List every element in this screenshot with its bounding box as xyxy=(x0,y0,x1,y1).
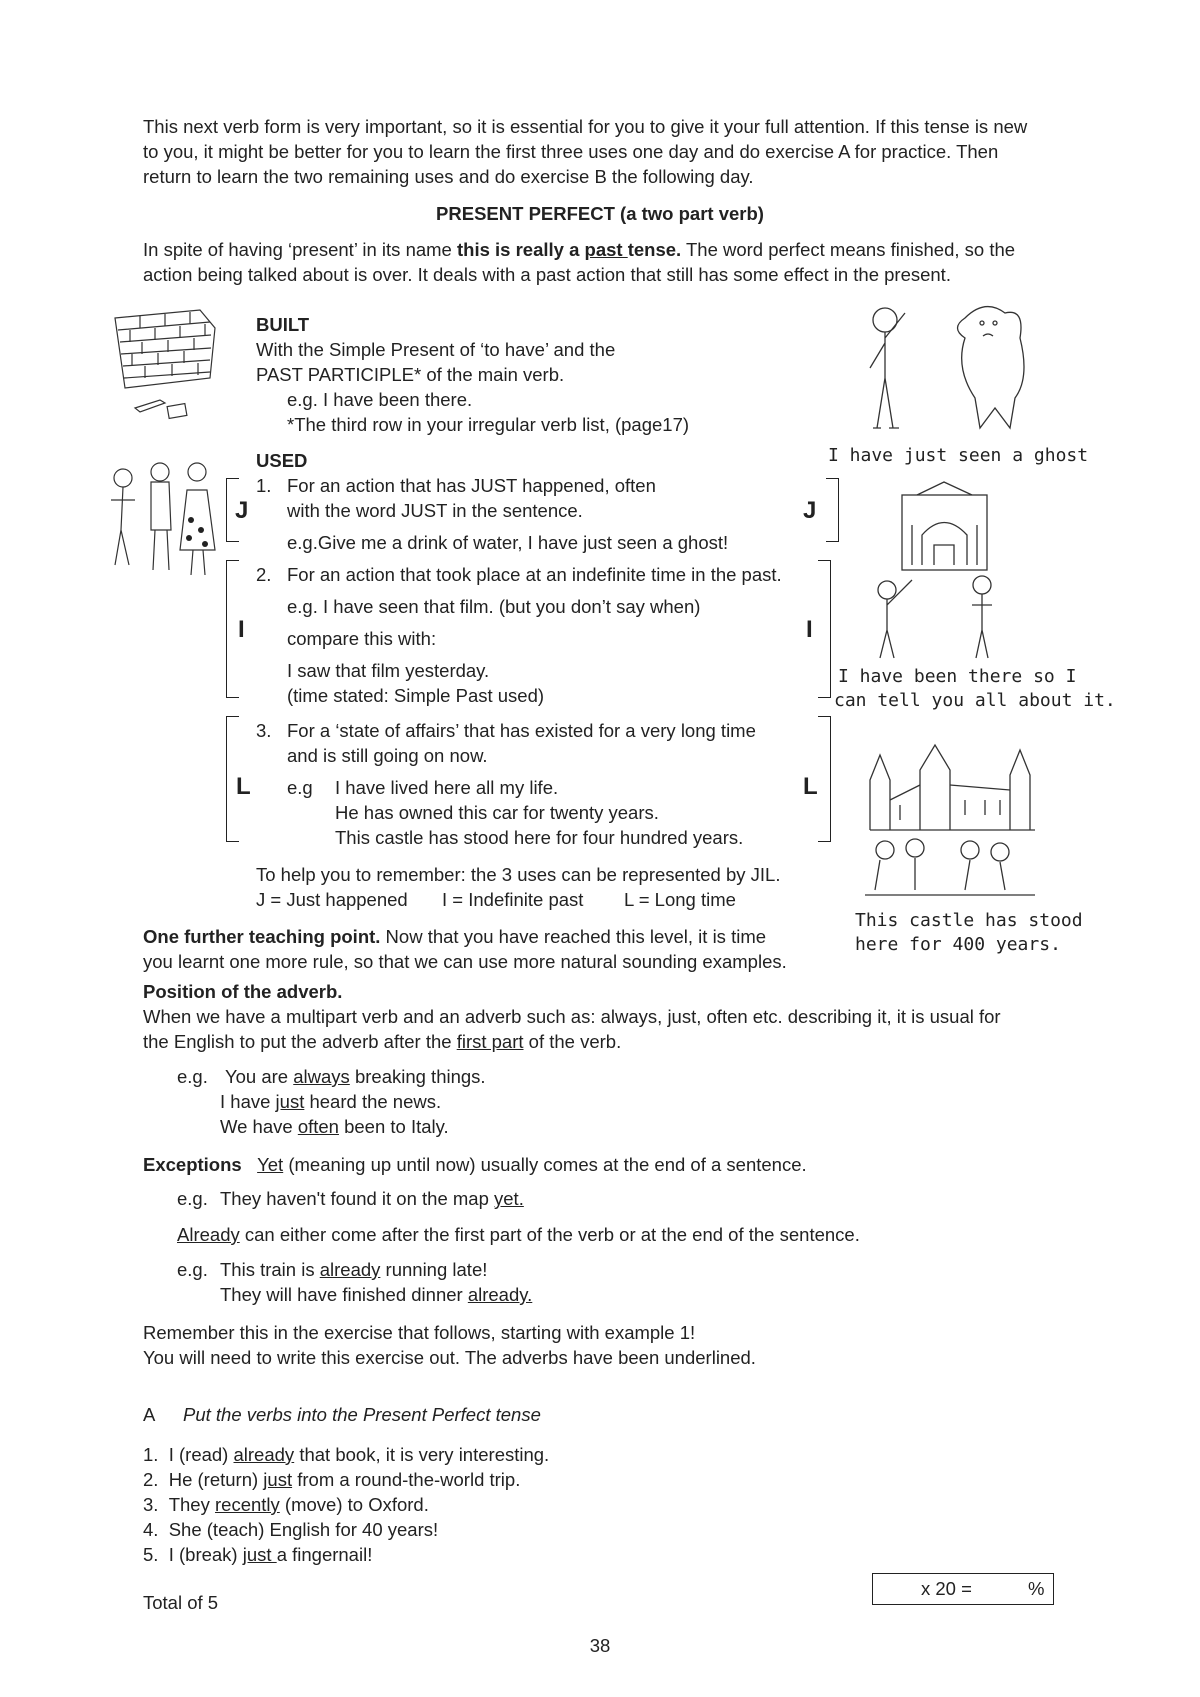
use-j-line-1: For an action that has JUST happened, often xyxy=(287,475,656,496)
been-caption-line-2: can tell you all about it. xyxy=(834,690,1116,711)
jil-key-j: J = Just happened xyxy=(256,889,408,910)
letter-i-left: I xyxy=(238,616,245,643)
use-j-number: 1. xyxy=(256,475,272,496)
already-line: Already can either come after the first part of the verb or at the end of the sentence. xyxy=(177,1224,860,1245)
exceptions-eg-1-label: e.g. xyxy=(177,1188,208,1209)
castle-caption-line-1: This castle has stood xyxy=(855,910,1083,931)
page-number: 38 xyxy=(589,1635,611,1656)
taj-mahal-picture-illustration xyxy=(872,480,1017,660)
bracket-i-right xyxy=(818,560,831,698)
use-l-example-1: I have lived here all my life. xyxy=(335,777,559,798)
ghost-illustration xyxy=(855,298,1040,438)
exceptions-example-3: They will have finished dinner already. xyxy=(220,1284,533,1305)
exceptions-example-2: This train is already running late! xyxy=(220,1259,488,1280)
use-j-example: e.g.Give me a drink of water, I have just seen a ghost! xyxy=(287,532,729,553)
score-box[interactable] xyxy=(872,1573,1054,1605)
intro-line-1: This next verb form is very important, so it is essential for you to give it your full attention. If this tense is new xyxy=(143,116,1028,137)
position-example-2: I have just heard the news. xyxy=(220,1091,442,1112)
use-i-saw: I saw that film yesterday. xyxy=(287,660,490,681)
exercise-instruction: Put the verbs into the Present Perfect tense xyxy=(183,1404,541,1425)
position-eg-label: e.g. xyxy=(177,1066,208,1087)
exercise-item-4: 4. She (teach) English for 40 years! xyxy=(143,1519,439,1540)
spite-line-1: In spite of having ‘present’ in its name this is really a past tense. The word perfect means finished, so the xyxy=(143,239,1016,260)
use-l-example-2: He has owned this car for twenty years. xyxy=(335,802,659,823)
score-percent: % xyxy=(1028,1578,1045,1599)
jil-key-i: I = Indefinite past xyxy=(442,889,584,910)
castle-illustration xyxy=(860,740,1050,910)
use-l-eg-label: e.g xyxy=(287,777,313,798)
remember-jil: To help you to remember: the 3 uses can be represented by JIL. xyxy=(256,864,781,885)
exercise-item-1: 1. I (read) already that book, it is very interesting. xyxy=(143,1444,550,1465)
use-l-line-2: and is still going on now. xyxy=(287,745,488,766)
jil-key-l: L = Long time xyxy=(624,889,736,910)
ghost-caption: I have just seen a ghost xyxy=(828,445,1089,466)
total-label: Total of 5 xyxy=(143,1592,219,1613)
use-l-number: 3. xyxy=(256,720,272,741)
letter-i-right: I xyxy=(806,616,813,643)
further-line-2: you learnt one more rule, so that we can use more natural sounding examples. xyxy=(143,951,787,972)
use-j-line-2: with the word JUST in the sentence. xyxy=(287,500,583,521)
exercise-item-2: 2. He (return) just from a round-the-world trip. xyxy=(143,1469,521,1490)
built-line-2: PAST PARTICIPLE* of the main verb. xyxy=(256,364,565,385)
position-example-3: We have often been to Italy. xyxy=(220,1116,449,1137)
exercise-item-3: 3. They recently (move) to Oxford. xyxy=(143,1494,429,1515)
position-title: Position of the adverb. xyxy=(143,981,343,1002)
intro-line-3: return to learn the two remaining uses and do exercise B the following day. xyxy=(143,166,754,187)
remember-line-1: Remember this in the exercise that follows, starting with example 1! xyxy=(143,1322,696,1343)
castle-caption-line-2: here for 400 years. xyxy=(855,934,1061,955)
bracket-l-right xyxy=(818,716,831,842)
use-i-stated: (time stated: Simple Past used) xyxy=(287,685,545,706)
letter-j-right: J xyxy=(803,497,817,524)
position-example-1: You are always breaking things. xyxy=(225,1066,486,1087)
brick-wall-illustration xyxy=(110,308,220,426)
bracket-j-right xyxy=(826,478,839,542)
built-title: BUILT xyxy=(256,314,310,335)
use-i-example: e.g. I have seen that film. (but you don’t say when) xyxy=(287,596,701,617)
exceptions-eg-2-label: e.g. xyxy=(177,1259,208,1280)
exceptions-example-1: They haven't found it on the map yet. xyxy=(220,1188,524,1209)
position-line-1: When we have a multipart verb and an adverb such as: always, just, often etc. describing it, it is usual for xyxy=(143,1006,1001,1027)
exceptions-line: Exceptions Yet (meaning up until now) usually comes at the end of a sentence. xyxy=(143,1154,807,1175)
exercise-item-5: 5. I (break) just a fingernail! xyxy=(143,1544,373,1565)
position-line-2: the English to put the adverb after the first part of the verb. xyxy=(143,1031,622,1052)
exercise-label: A xyxy=(143,1404,156,1425)
further-line-1: One further teaching point. Now that you have reached this level, it is time xyxy=(143,926,767,947)
section-heading: PRESENT PERFECT (a two part verb) xyxy=(436,203,764,224)
remember-line-2: You will need to write this exercise out. The adverbs have been underlined. xyxy=(143,1347,756,1368)
use-i-line: For an action that took place at an indefinite time in the past. xyxy=(287,564,782,585)
spite-line-2: action being talked about is over. It deals with a past action that still has some effect in the present. xyxy=(143,264,951,285)
letter-j-left: J xyxy=(235,497,249,524)
built-example: e.g. I have been there. xyxy=(287,389,473,410)
use-l-line-1: For a ‘state of affairs’ that has existed for a very long time xyxy=(287,720,756,741)
built-note: *The third row in your irregular verb list, (page17) xyxy=(287,414,690,435)
letter-l-right: L xyxy=(803,773,818,800)
built-line-1: With the Simple Present of ‘to have’ and the xyxy=(256,339,616,360)
use-l-example-3: This castle has stood here for four hundred years. xyxy=(335,827,744,848)
use-i-compare: compare this with: xyxy=(287,628,437,649)
used-title: USED xyxy=(256,450,308,471)
party-people-illustration xyxy=(105,460,225,585)
letter-l-left: L xyxy=(236,773,251,800)
intro-line-2: to you, it might be better for you to learn the first three uses one day and do exercise A for practice. Then xyxy=(143,141,999,162)
been-caption-line-1: I have been there so I xyxy=(838,666,1077,687)
score-multiplier: x 20 = xyxy=(921,1578,972,1599)
use-i-number: 2. xyxy=(256,564,272,585)
